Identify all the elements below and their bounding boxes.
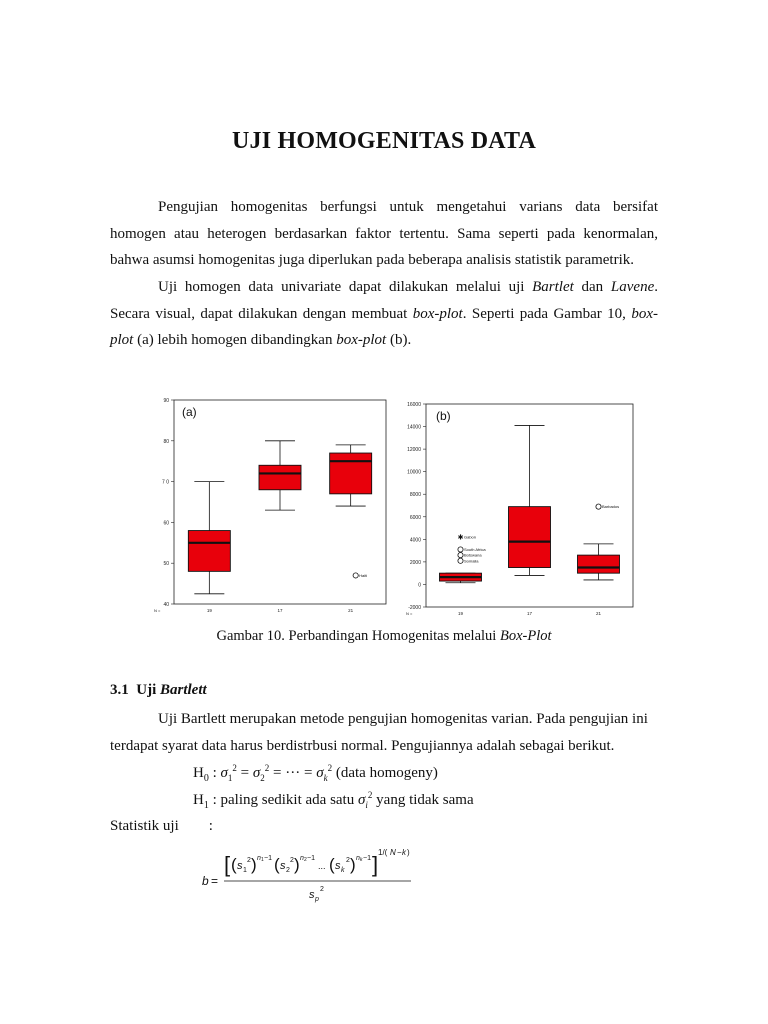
box	[188, 531, 230, 572]
paragraph-homogenity-intro	[110, 194, 658, 274]
y-tick-label: 6000	[409, 514, 421, 521]
boxplot-chart-a	[150, 394, 390, 618]
svg-text:s: s	[280, 860, 286, 872]
outlier-label: Botswana	[464, 552, 482, 558]
hypothesis-h1: $H_1$ : paling sedikit ada satu $\sigma_i^2$ yang tidak sama	[193, 790, 474, 811]
svg-text:−1: −1	[264, 855, 272, 862]
y-tick-label: 8000	[409, 492, 421, 499]
outlier-marker	[458, 553, 463, 558]
svg-text:2: 2	[304, 857, 307, 863]
outlier-marker	[596, 504, 601, 509]
box	[259, 465, 301, 489]
svg-text:k: k	[360, 857, 363, 863]
svg-text:p: p	[315, 896, 319, 903]
outlier-marker	[458, 547, 463, 552]
svg-text:2: 2	[290, 857, 294, 864]
svg-text:1: 1	[243, 867, 247, 874]
y-tick-label: 0	[418, 582, 421, 589]
box	[578, 555, 620, 573]
document-title: UJI HOMOGENITAS DATA	[231, 128, 537, 154]
outlier-label: Haiti	[359, 572, 368, 578]
svg-text:2: 2	[346, 857, 350, 864]
y-tick-label: -2000	[408, 605, 421, 611]
svg-text:(: (	[274, 855, 280, 874]
svg-text:n: n	[300, 855, 304, 862]
svg-text:−: −	[397, 848, 402, 857]
paragraph-line: Uji Bartlett merupakan metode pengujian homogenitas varian. Pada pengujian ini	[158, 711, 648, 727]
panel-label: (b)	[436, 409, 451, 423]
x-tick-label: 19	[206, 608, 212, 613]
svg-text:(: (	[231, 855, 237, 874]
y-tick-label: 7 0	[162, 479, 169, 486]
svg-text:s: s	[309, 889, 315, 901]
svg-text:k: k	[341, 867, 345, 874]
statistic-label: Statistik uji :	[110, 818, 213, 834]
n-label: N =	[406, 611, 413, 616]
boxplot-chart-b	[386, 396, 638, 618]
svg-text:N: N	[390, 848, 396, 857]
paragraph-line: Pengujian homogenitas berfungsi untuk mengetahui varians data bersifat	[158, 199, 658, 215]
x-tick-label: 19	[457, 611, 464, 616]
svg-text:s: s	[335, 860, 341, 872]
svg-text:−1: −1	[307, 855, 315, 862]
outlier-label: Gabon	[464, 534, 477, 540]
x-tick-label: 17	[526, 611, 533, 616]
svg-text:1: 1	[261, 857, 264, 863]
svg-text:): )	[407, 848, 410, 857]
paragraph-line: homogen atau heterogen berdasarkan faktor tertentu. Sama seperti pada kenormalan,	[110, 225, 658, 242]
svg-text:(: (	[329, 855, 335, 874]
y-tick-label: 2000	[409, 559, 421, 566]
y-tick-label: 10000	[407, 469, 421, 476]
svg-text:2: 2	[247, 857, 251, 864]
outlier-star-marker: ✱	[457, 534, 464, 542]
svg-text:): )	[350, 855, 356, 874]
svg-text:n: n	[257, 855, 261, 862]
svg-text:−1: −1	[363, 855, 371, 862]
svg-text:b: b	[202, 874, 209, 888]
svg-text:s: s	[237, 860, 243, 872]
y-tick-label: 16000	[407, 402, 421, 408]
y-tick-label: 40	[163, 602, 169, 608]
y-tick-label: 90	[163, 398, 169, 404]
svg-text:]: ]	[372, 852, 379, 877]
n-label: N =	[154, 608, 161, 613]
y-tick-label: 50	[163, 561, 169, 568]
section-paragraph	[110, 706, 658, 759]
svg-text:...: ...	[318, 861, 326, 871]
x-tick-label: 21	[595, 611, 602, 616]
paragraph-line: Secara visual, dapat dilakukan dengan membuat box-plot. Seperti pada Gambar 10, box-	[110, 305, 658, 322]
outlier-label: South Africa	[464, 546, 486, 552]
section-heading: 3.1 Uji Bartlett	[110, 682, 207, 698]
y-tick-label: 14000	[407, 424, 421, 431]
svg-text:): )	[294, 855, 300, 874]
box	[509, 507, 551, 568]
outlier-marker	[353, 573, 358, 578]
svg-text:[: [	[224, 852, 231, 877]
paragraph-line: Uji homogen data univariate dapat dilakukan melalui uji Bartlet dan Lavene.	[158, 279, 658, 295]
paragraph-test-methods	[110, 274, 658, 354]
panel-label: (a)	[182, 405, 197, 419]
hypothesis-h0: $H_0$ : $\sigma_1^2 = \sigma_2^2$ = ··· = $\sigma_k^2$ (data homogeny)	[193, 763, 438, 784]
bartlett-formula	[200, 842, 415, 904]
figure-caption: Gambar 10. Perbandingan Homogenitas melalui Box-Plot	[216, 628, 552, 644]
y-tick-label: 60	[163, 520, 169, 527]
svg-text:2: 2	[320, 886, 324, 893]
outlier-label: Somalia	[464, 558, 479, 564]
outlier-label: Barbados	[602, 504, 620, 510]
paragraph-line: plot (a) lebih homogen dibandingkan box-plot (b).	[110, 332, 412, 348]
x-tick-label: 17	[277, 608, 283, 613]
x-tick-label: 21	[348, 608, 354, 613]
y-tick-label: 12000	[407, 447, 421, 454]
svg-text:1/(: 1/(	[378, 848, 388, 857]
outlier-marker	[458, 558, 463, 563]
paragraph-line: terdapat syarat data harus berdistrbusi normal. Pengujiannya adalah sebagai berikut.	[110, 737, 615, 754]
svg-text:=: =	[211, 874, 219, 888]
svg-text:n: n	[356, 855, 360, 862]
svg-text:): )	[251, 855, 257, 874]
y-tick-label: 4000	[409, 537, 421, 544]
y-tick-label: 80	[163, 438, 169, 445]
box	[330, 453, 372, 494]
svg-text:k: k	[402, 848, 406, 857]
svg-text:2: 2	[286, 867, 290, 874]
paragraph-line: bahwa asumsi homogenitas juga diperlukan pada beberapa analisis statistik parametrik.	[110, 252, 635, 268]
